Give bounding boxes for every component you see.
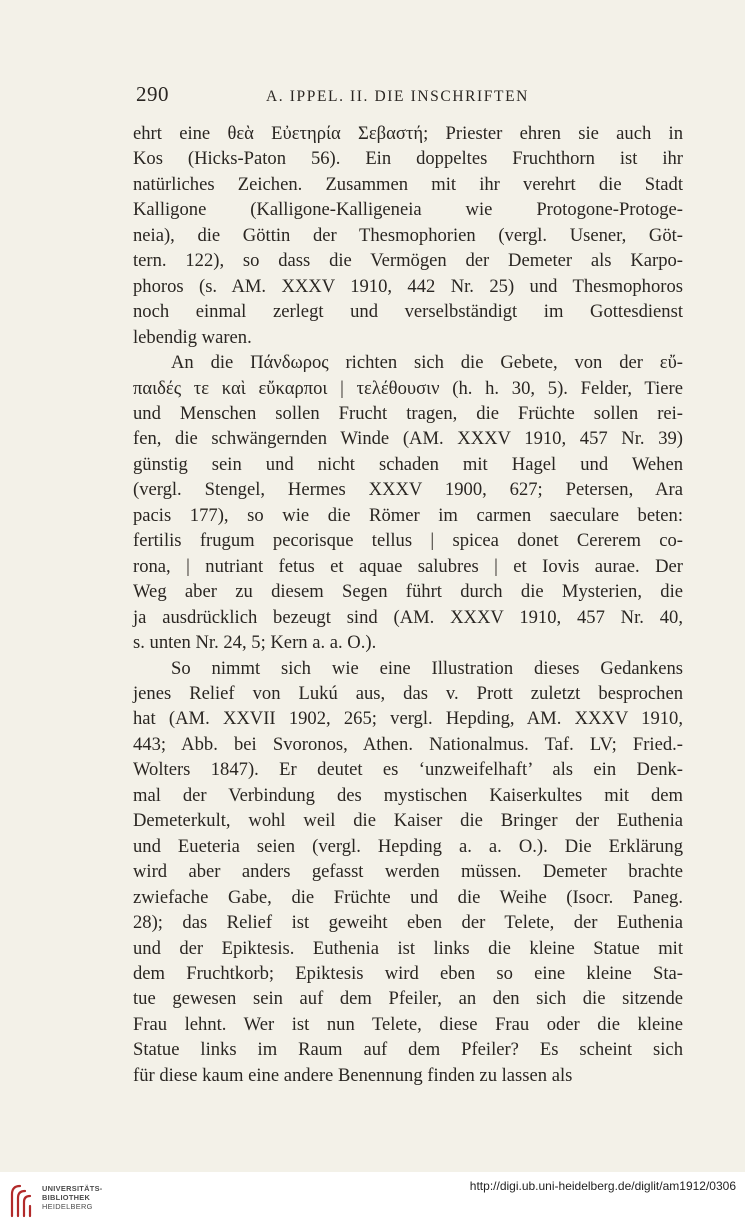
text-line: So nimmt sich wie eine Illustration dieses Gedankens bbox=[171, 657, 683, 679]
paragraph bbox=[133, 121, 683, 350]
text-line: tern. 122), so dass die Vermögen der Demeter als Karpo- bbox=[133, 250, 683, 272]
text-line: Wolters 1847). Er deutet es ‘unzweifelhaft’ als ein Denk- bbox=[133, 759, 683, 781]
text-line: Demeterkult, wohl weil die Kaiser die Bringer der Euthenia bbox=[133, 810, 683, 832]
source-url-link[interactable]: http://digi.ub.uni-heidelberg.de/diglit/am1912/0306 bbox=[469, 1179, 736, 1193]
paragraph bbox=[133, 656, 683, 1089]
text-line: 443; Abb. bei Svoronos, Athen. Nationalmus. Taf. LV; Fried.- bbox=[133, 733, 683, 755]
text-line: Frau lehnt. Wer ist nun Telete, diese Frau oder die kleine bbox=[133, 1013, 683, 1035]
library-name bbox=[42, 1184, 103, 1211]
text-line: (vergl. Stengel, Hermes XXXV 1900, 627; Petersen, Ara bbox=[133, 479, 683, 501]
paragraph bbox=[133, 350, 683, 655]
text-line: rona, | nutriant fetus et aquae salubres | et Iovis aurae. Der bbox=[133, 555, 683, 577]
text-line: wird aber anders gefasst werden müssen. Demeter brachte bbox=[133, 861, 683, 883]
running-head: A. IPPEL. II. DIE INSCHRIFTEN bbox=[266, 88, 529, 105]
text-line: natürliches Zeichen. Zusammen mit ihr verehrt die Stadt bbox=[133, 173, 683, 195]
text-line: und Menschen sollen Frucht tragen, die Früchte sollen rei- bbox=[133, 402, 683, 424]
text-line: Kalligone (Kalligone-Kalligeneia wie Protogone-Protoge- bbox=[133, 199, 683, 221]
text-line: fertilis frugum pecorisque tellus | spicea donet Cererem co- bbox=[133, 530, 683, 552]
text-line: tue gewesen sein auf dem Pfeiler, an den sich die sitzende bbox=[133, 988, 683, 1010]
text-line: Weg aber zu diesem Segen führt durch die Mysterien, die bbox=[133, 581, 683, 603]
text-line: pacis 177), so wie die Römer im carmen saeculare beten: bbox=[133, 504, 683, 526]
text-line: Statue links im Raum auf dem Pfeiler? Es scheint sich bbox=[133, 1039, 683, 1061]
library-name-line: UNIVERSITÄTS- bbox=[42, 1184, 103, 1193]
text-line: jenes Relief von Lukú aus, das v. Prott zuletzt besprochen bbox=[133, 682, 683, 704]
text-line: günstig sein und nicht schaden mit Hagel und Wehen bbox=[133, 453, 683, 475]
text-line: zwiefache Gabe, die Früchte und die Weihe (Isocr. Paneg. bbox=[133, 886, 683, 908]
text-line: An die Πάνδωρος richten sich die Gebete, von der εὔ- bbox=[171, 352, 683, 374]
text-line: s. unten Nr. 24, 5; Kern a. a. O.). bbox=[133, 632, 377, 654]
library-name-line: BIBLIOTHEK bbox=[42, 1193, 91, 1202]
text-line: ja ausdrücklich bezeugt sind (AM. XXXV 1910, 457 Nr. 40, bbox=[133, 606, 683, 628]
text-line: lebendig waren. bbox=[133, 326, 252, 348]
library-name-line: HEIDELBERG bbox=[42, 1202, 93, 1211]
text-line: neia), die Göttin der Thesmophorien (vergl. Usener, Göt- bbox=[133, 224, 683, 246]
text-line: dem Fruchtkorb; Epiktesis wird eben so eine kleine Sta- bbox=[133, 962, 683, 984]
text-line: Kos (Hicks-Paton 56). Ein doppeltes Fruchthorn ist ihr bbox=[133, 148, 683, 170]
library-logo-icon[interactable] bbox=[8, 1180, 38, 1220]
text-line: ehrt eine θεὰ Εὐετηρία Σεβαστή; Priester ehren sie auch in bbox=[133, 123, 683, 144]
page-number: 290 bbox=[136, 82, 169, 106]
text-line: und Eueteria seien (vergl. Hepding a. a. O.). Die Erklärung bbox=[133, 835, 683, 857]
text-line: παιδές τε καὶ εὔκαρποι | τελέθουσιν (h. h. 30, 5). Felder, Tiere bbox=[133, 377, 683, 399]
text-line: phoros (s. AM. XXXV 1910, 442 Nr. 25) und Thesmophoros bbox=[133, 275, 683, 297]
text-line: fen, die schwängernden Winde (AM. XXXV 1910, 457 Nr. 39) bbox=[133, 428, 683, 450]
text-line: hat (AM. XXVII 1902, 265; vergl. Hepding, AM. XXXV 1910, bbox=[133, 708, 683, 730]
text-line: mal der Verbindung des mystischen Kaiserkultes mit dem bbox=[133, 784, 683, 806]
text-line: und der Epiktesis. Euthenia ist links die kleine Statue mit bbox=[133, 937, 683, 959]
footer-bar bbox=[0, 1172, 745, 1226]
text-line: 28); das Relief ist geweiht eben der Telete, der Euthenia bbox=[133, 912, 683, 934]
text-line: noch einmal zerlegt und verselbständigt im Gottesdienst bbox=[133, 301, 683, 323]
body-text bbox=[133, 121, 683, 1088]
text-line: für diese kaum eine andere Benennung finden zu lassen als bbox=[133, 1064, 573, 1086]
